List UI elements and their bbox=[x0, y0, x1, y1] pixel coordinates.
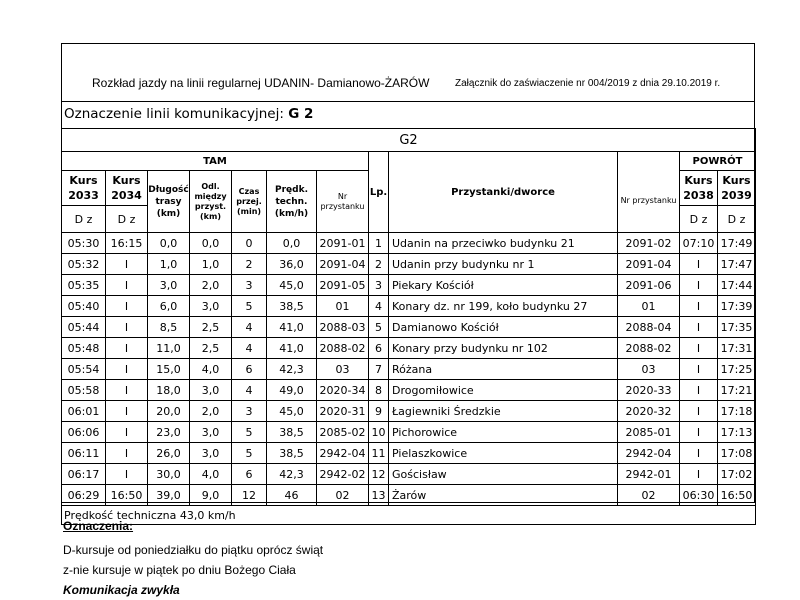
dz-2033: D z bbox=[62, 206, 106, 233]
cell-lp: 2 bbox=[369, 254, 389, 275]
dz-2034: D z bbox=[106, 206, 148, 233]
cell-lp: 7 bbox=[369, 359, 389, 380]
cell-dl: 8,5 bbox=[148, 317, 190, 338]
cell-odl: 2,5 bbox=[190, 317, 232, 338]
cell-k2038: 06:30 bbox=[680, 485, 718, 506]
kurs-2033-header: Kurs 2033 bbox=[62, 171, 106, 206]
cell-k2038: I bbox=[680, 338, 718, 359]
table-row bbox=[62, 275, 756, 296]
table-row bbox=[62, 422, 756, 443]
cell-nr: 02 bbox=[317, 485, 369, 506]
cell-nr2: 2091-04 bbox=[618, 254, 680, 275]
cell-k2034: I bbox=[106, 464, 148, 485]
cell-k2038: I bbox=[680, 296, 718, 317]
cell-nr: 2088-03 bbox=[317, 317, 369, 338]
legend-title: Oznaczenia: bbox=[63, 519, 134, 533]
table-row bbox=[62, 401, 756, 422]
cell-k2033: 06:01 bbox=[62, 401, 106, 422]
cell-stop: Konary przy budynku nr 102 bbox=[389, 338, 618, 359]
cell-cz: 6 bbox=[232, 464, 267, 485]
cell-k2034: I bbox=[106, 317, 148, 338]
cell-nr2: 2091-06 bbox=[618, 275, 680, 296]
cell-k2039: 17:47 bbox=[718, 254, 756, 275]
cell-dl: 0,0 bbox=[148, 233, 190, 254]
cell-dl: 3,0 bbox=[148, 275, 190, 296]
cell-odl: 3,0 bbox=[190, 296, 232, 317]
cell-k2038: I bbox=[680, 359, 718, 380]
cell-nr: 2020-31 bbox=[317, 401, 369, 422]
cell-nr2: 01 bbox=[618, 296, 680, 317]
cell-stop: Żarów bbox=[389, 485, 618, 506]
cell-pr: 36,0 bbox=[267, 254, 317, 275]
cell-pr: 38,5 bbox=[267, 422, 317, 443]
cell-nr2: 2088-04 bbox=[618, 317, 680, 338]
cell-cz: 4 bbox=[232, 380, 267, 401]
cell-stop: Damianowo Kościół bbox=[389, 317, 618, 338]
cell-pr: 46 bbox=[267, 485, 317, 506]
cell-pr: 49,0 bbox=[267, 380, 317, 401]
cell-lp: 10 bbox=[369, 422, 389, 443]
cell-pr: 45,0 bbox=[267, 401, 317, 422]
cell-k2034: I bbox=[106, 401, 148, 422]
kurs-2039-header: Kurs 2039 bbox=[718, 171, 756, 206]
cell-lp: 3 bbox=[369, 275, 389, 296]
cell-k2038: I bbox=[680, 275, 718, 296]
cell-k2039: 17:08 bbox=[718, 443, 756, 464]
cell-stop: Udanin na przeciwko budynku 21 bbox=[389, 233, 618, 254]
line-code: G 2 bbox=[288, 106, 314, 122]
technical-speed: Prędkość techniczna 43,0 km/h bbox=[62, 506, 756, 525]
table-row bbox=[62, 317, 756, 338]
cell-k2034: I bbox=[106, 275, 148, 296]
cell-nr2: 2020-32 bbox=[618, 401, 680, 422]
cell-lp: 9 bbox=[369, 401, 389, 422]
table-row bbox=[62, 254, 756, 275]
speed-header: Prędk. techn. (km/h) bbox=[267, 171, 317, 233]
cell-pr: 38,5 bbox=[267, 443, 317, 464]
cell-odl: 4,0 bbox=[190, 464, 232, 485]
table-row bbox=[62, 443, 756, 464]
dz-2038: D z bbox=[680, 206, 718, 233]
cell-pr: 42,3 bbox=[267, 359, 317, 380]
cell-nr2: 2085-01 bbox=[618, 422, 680, 443]
cell-cz: 5 bbox=[232, 296, 267, 317]
cell-k2034: I bbox=[106, 443, 148, 464]
section-powrot: POWRÓT bbox=[680, 152, 756, 171]
cell-odl: 0,0 bbox=[190, 233, 232, 254]
cell-k2039: 17:02 bbox=[718, 464, 756, 485]
cell-pr: 41,0 bbox=[267, 338, 317, 359]
cell-pr: 41,0 bbox=[267, 317, 317, 338]
cell-dl: 1,0 bbox=[148, 254, 190, 275]
cell-k2038: I bbox=[680, 317, 718, 338]
cell-nr: 2091-01 bbox=[317, 233, 369, 254]
cell-k2033: 06:06 bbox=[62, 422, 106, 443]
line-name: G2 bbox=[62, 129, 756, 152]
table-row bbox=[62, 338, 756, 359]
cell-stop: Różana bbox=[389, 359, 618, 380]
cell-lp: 1 bbox=[369, 233, 389, 254]
cell-stop: Piekary Kościół bbox=[389, 275, 618, 296]
cell-nr: 01 bbox=[317, 296, 369, 317]
stops-header: Przystanki/dworce bbox=[389, 152, 618, 233]
table-row bbox=[62, 359, 756, 380]
cell-dl: 15,0 bbox=[148, 359, 190, 380]
cell-k2039: 17:39 bbox=[718, 296, 756, 317]
cell-cz: 0 bbox=[232, 233, 267, 254]
cell-k2033: 05:44 bbox=[62, 317, 106, 338]
cell-lp: 5 bbox=[369, 317, 389, 338]
cell-dl: 11,0 bbox=[148, 338, 190, 359]
cell-k2039: 16:50 bbox=[718, 485, 756, 506]
cell-pr: 38,5 bbox=[267, 296, 317, 317]
cell-lp: 11 bbox=[369, 443, 389, 464]
kurs-2034-header: Kurs 2034 bbox=[106, 171, 148, 206]
legend-line-d: D-kursuje od poniedziałku do piątku oprócz świąt bbox=[63, 543, 324, 557]
cell-k2033: 05:58 bbox=[62, 380, 106, 401]
cell-nr: 2091-04 bbox=[317, 254, 369, 275]
cell-stop: Pielaszkowice bbox=[389, 443, 618, 464]
cell-odl: 2,0 bbox=[190, 275, 232, 296]
cell-odl: 3,0 bbox=[190, 443, 232, 464]
cell-k2038: I bbox=[680, 380, 718, 401]
cell-odl: 9,0 bbox=[190, 485, 232, 506]
document-header bbox=[61, 43, 755, 101]
cell-nr: 2085-02 bbox=[317, 422, 369, 443]
cell-k2039: 17:35 bbox=[718, 317, 756, 338]
line-label: Oznaczenie linii komunikacyjnej: bbox=[64, 106, 284, 122]
cell-nr2: 2020-33 bbox=[618, 380, 680, 401]
cell-cz: 2 bbox=[232, 254, 267, 275]
kurs-2038-header: Kurs 2038 bbox=[680, 171, 718, 206]
cell-pr: 42,3 bbox=[267, 464, 317, 485]
cell-k2039: 17:49 bbox=[718, 233, 756, 254]
cell-cz: 4 bbox=[232, 317, 267, 338]
distance-header: Odl. między przyst. (km) bbox=[190, 171, 232, 233]
cell-k2033: 05:30 bbox=[62, 233, 106, 254]
cell-stop: Gościsław bbox=[389, 464, 618, 485]
timetable bbox=[61, 128, 756, 525]
cell-cz: 4 bbox=[232, 338, 267, 359]
cell-dl: 23,0 bbox=[148, 422, 190, 443]
table-row bbox=[62, 464, 756, 485]
cell-lp: 8 bbox=[369, 380, 389, 401]
cell-lp: 13 bbox=[369, 485, 389, 506]
cell-dl: 26,0 bbox=[148, 443, 190, 464]
cell-k2038: 07:10 bbox=[680, 233, 718, 254]
cell-cz: 5 bbox=[232, 443, 267, 464]
cell-nr: 2942-04 bbox=[317, 443, 369, 464]
cell-k2038: I bbox=[680, 422, 718, 443]
lp-header: Lp. bbox=[369, 152, 389, 233]
cell-k2033: 05:35 bbox=[62, 275, 106, 296]
dz-2039: D z bbox=[718, 206, 756, 233]
cell-cz: 12 bbox=[232, 485, 267, 506]
cell-odl: 3,0 bbox=[190, 380, 232, 401]
cell-k2033: 05:40 bbox=[62, 296, 106, 317]
cell-dl: 18,0 bbox=[148, 380, 190, 401]
empty-cell bbox=[618, 152, 680, 171]
legend bbox=[63, 516, 323, 600]
cell-cz: 6 bbox=[232, 359, 267, 380]
cell-odl: 1,0 bbox=[190, 254, 232, 275]
cell-cz: 5 bbox=[232, 422, 267, 443]
cell-k2034: I bbox=[106, 296, 148, 317]
cell-stop: Pichorowice bbox=[389, 422, 618, 443]
cell-nr: 03 bbox=[317, 359, 369, 380]
cell-odl: 4,0 bbox=[190, 359, 232, 380]
cell-nr2: 2942-01 bbox=[618, 464, 680, 485]
cell-nr2: 2942-04 bbox=[618, 443, 680, 464]
table-row bbox=[62, 485, 756, 506]
cell-nr2: 2091-02 bbox=[618, 233, 680, 254]
cell-k2039: 17:21 bbox=[718, 380, 756, 401]
cell-pr: 45,0 bbox=[267, 275, 317, 296]
legend-line-type: Komunikacja zwykła bbox=[63, 583, 180, 597]
cell-k2033: 05:32 bbox=[62, 254, 106, 275]
cell-k2033: 06:11 bbox=[62, 443, 106, 464]
cell-k2034: I bbox=[106, 338, 148, 359]
cell-stop: Łagiewniki Średzkie bbox=[389, 401, 618, 422]
cell-nr2: 02 bbox=[618, 485, 680, 506]
table-row bbox=[62, 233, 756, 254]
time-header: Czas przej. (min) bbox=[232, 171, 267, 233]
table-row bbox=[62, 296, 756, 317]
section-tam: TAM bbox=[62, 152, 369, 171]
cell-odl: 3,0 bbox=[190, 422, 232, 443]
cell-k2034: I bbox=[106, 380, 148, 401]
cell-k2038: I bbox=[680, 464, 718, 485]
cell-lp: 6 bbox=[369, 338, 389, 359]
cell-k2039: 17:25 bbox=[718, 359, 756, 380]
stop-number-header: Nr przystanku bbox=[317, 171, 369, 233]
cell-k2034: 16:50 bbox=[106, 485, 148, 506]
cell-k2033: 05:54 bbox=[62, 359, 106, 380]
cell-nr: 2088-02 bbox=[317, 338, 369, 359]
cell-k2039: 17:31 bbox=[718, 338, 756, 359]
cell-odl: 2,0 bbox=[190, 401, 232, 422]
cell-k2033: 06:17 bbox=[62, 464, 106, 485]
stop-number-header-return: Nr przystanku bbox=[618, 171, 680, 233]
cell-k2039: 17:18 bbox=[718, 401, 756, 422]
cell-nr: 2020-34 bbox=[317, 380, 369, 401]
cell-cz: 3 bbox=[232, 275, 267, 296]
cell-k2034: I bbox=[106, 422, 148, 443]
cell-k2033: 06:29 bbox=[62, 485, 106, 506]
cell-k2039: 17:13 bbox=[718, 422, 756, 443]
attachment-note: Załącznik do zaświaczenie nr 004/2019 z dnia 29.10.2019 r. bbox=[455, 78, 721, 89]
cell-k2034: I bbox=[106, 254, 148, 275]
legend-line-z: z-nie kursuje w piątek po dniu Bożego Ciała bbox=[63, 563, 296, 577]
cell-nr2: 2088-02 bbox=[618, 338, 680, 359]
cell-k2038: I bbox=[680, 401, 718, 422]
cell-k2038: I bbox=[680, 443, 718, 464]
cell-k2034: I bbox=[106, 359, 148, 380]
cell-stop: Udanin przy budynku nr 1 bbox=[389, 254, 618, 275]
cell-dl: 20,0 bbox=[148, 401, 190, 422]
cell-k2038: I bbox=[680, 254, 718, 275]
cell-pr: 0,0 bbox=[267, 233, 317, 254]
table-row bbox=[62, 380, 756, 401]
cell-nr: 2942-02 bbox=[317, 464, 369, 485]
cell-nr: 2091-05 bbox=[317, 275, 369, 296]
cell-k2039: 17:44 bbox=[718, 275, 756, 296]
cell-dl: 6,0 bbox=[148, 296, 190, 317]
cell-stop: Konary dz. nr 199, koło budynku 27 bbox=[389, 296, 618, 317]
cell-nr2: 03 bbox=[618, 359, 680, 380]
cell-dl: 39,0 bbox=[148, 485, 190, 506]
cell-lp: 12 bbox=[369, 464, 389, 485]
cell-dl: 30,0 bbox=[148, 464, 190, 485]
cell-k2033: 05:48 bbox=[62, 338, 106, 359]
length-header: Długość trasy (km) bbox=[148, 171, 190, 233]
cell-lp: 4 bbox=[369, 296, 389, 317]
cell-k2034: 16:15 bbox=[106, 233, 148, 254]
line-designation bbox=[61, 101, 755, 128]
cell-stop: Drogomiłowice bbox=[389, 380, 618, 401]
cell-cz: 3 bbox=[232, 401, 267, 422]
cell-odl: 2,5 bbox=[190, 338, 232, 359]
timetable-title: Rozkład jazdy na linii regularnej UDANIN- Damianowo-ŻARÓW bbox=[92, 76, 430, 90]
